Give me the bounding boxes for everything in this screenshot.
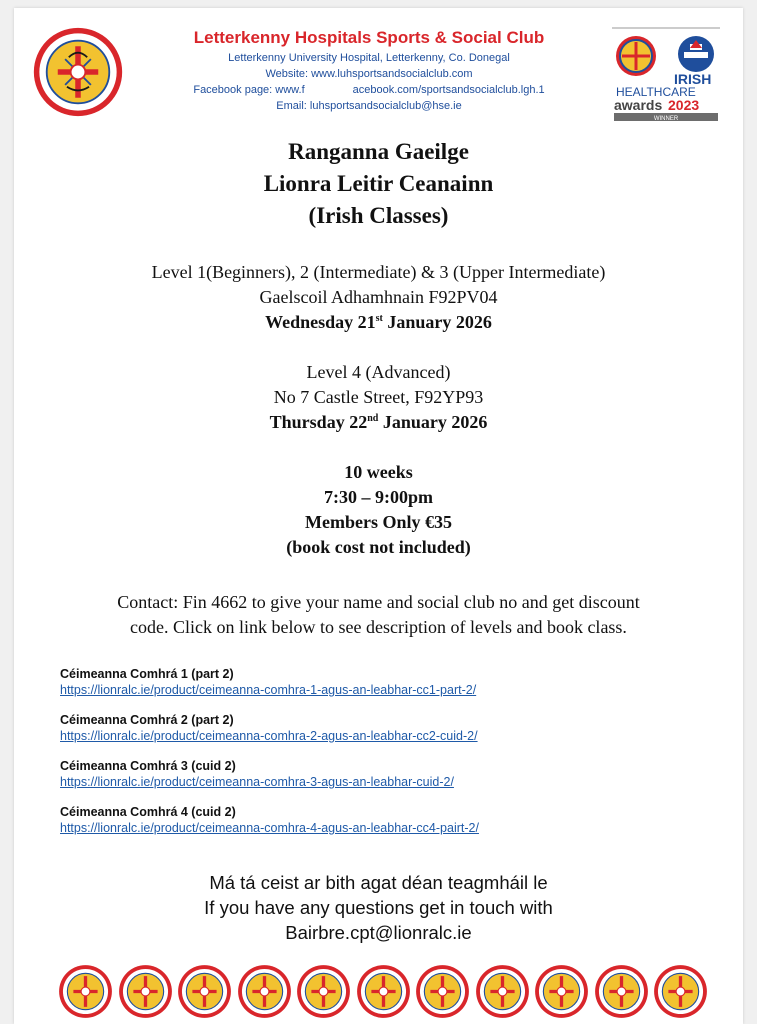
link-url[interactable]: https://lionralc.ie/product/ceimeanna-comhra-4-agus-an-leabhar-cc4-pairt-2/ [60,821,479,835]
club-logo-icon [356,964,411,1019]
closing-english: If you have any questions get in touch with [204,897,553,918]
club-logo-icon [594,964,649,1019]
club-header [134,26,604,114]
link-url[interactable]: https://lionralc.ie/product/ceimeanna-comhra-1-agus-an-leabhar-cc1-part-2/ [60,683,477,697]
event-title [14,136,743,232]
club-logo-icon [58,964,113,1019]
svg-text:HEALTHCARE: HEALTHCARE [616,85,696,99]
club-logo-icon [237,964,292,1019]
link-item [60,758,720,790]
footer-logo-strip [58,964,708,1020]
course-links [60,666,720,850]
link-item [60,712,720,744]
session-levels-1-3 [14,260,743,335]
link-title: Céimeanna Comhrá 2 (part 2) [60,713,234,727]
title-english: (Irish Classes) [308,203,449,228]
link-title: Céimeanna Comhrá 4 (cuid 2) [60,805,236,819]
session1-date: Wednesday 21st January 2026 [265,312,492,332]
club-website[interactable]: Website: www.luhsportsandsocialclub.com [265,68,473,80]
club-facebook[interactable] [134,82,604,98]
course-details [14,460,743,560]
contact-text [14,590,743,640]
club-logo-icon [475,964,530,1019]
svg-text:WINNER: WINNER [653,116,679,122]
session2-venue: No 7 Castle Street, F92YP93 [273,387,484,407]
session2-levels: Level 4 (Advanced) [306,362,451,382]
link-url[interactable]: https://lionralc.ie/product/ceimeanna-comhra-3-agus-an-leabhar-cuid-2/ [60,775,454,789]
contact-line-1: Contact: Fin 4662 to give your name and social club no and get discount [117,592,640,612]
contact-line-2: code. Click on link below to see description of levels and book class. [130,617,627,637]
link-item [60,804,720,836]
title-organisation: Lionra Leitir Ceanainn [263,171,494,196]
course-price: Members Only €35 [305,512,452,532]
club-email[interactable]: Email: luhsportsandsocialclub@hse.ie [276,100,462,112]
session1-levels: Level 1(Beginners), 2 (Intermediate) & 3 (Upper Intermediate) [151,262,606,282]
facebook-url-rest: acebook.com/sportsandsocialclub.lgh.1 [352,84,545,96]
link-title: Céimeanna Comhrá 1 (part 2) [60,667,234,681]
title-irish: Ranganna Gaeilge [288,139,469,164]
course-price-note: (book cost not included) [286,537,471,557]
course-time: 7:30 – 9:00pm [324,487,433,507]
svg-text:awards: awards [614,97,663,113]
club-logo-icon [653,964,708,1019]
closing-email[interactable]: Bairbre.cpt@lionralc.ie [285,922,472,943]
closing-irish: Má tá ceist ar bith agat déan teagmháil le [209,872,548,893]
svg-text:IRISH: IRISH [674,71,712,87]
session-level-4 [14,360,743,435]
club-logo-icon [415,964,470,1019]
session1-venue: Gaelscoil Adhamhnain F92PV04 [259,287,498,307]
course-duration: 10 weeks [344,462,413,482]
club-logo-icon [296,964,351,1019]
svg-text:2023: 2023 [668,97,700,113]
link-url[interactable]: https://lionralc.ie/product/ceimeanna-comhra-2-agus-an-leabhar-cc2-cuid-2/ [60,729,478,743]
club-logo-icon [118,964,173,1019]
club-title: Letterkenny Hospitals Sports & Social Club [193,28,545,47]
session2-date: Thursday 22nd January 2026 [269,412,488,432]
flyer-page [14,8,743,1024]
link-item [60,666,720,698]
facebook-label: Facebook page: www.f [193,84,305,96]
club-logo-icon [177,964,232,1019]
link-title: Céimeanna Comhrá 3 (cuid 2) [60,759,236,773]
club-address: Letterkenny University Hospital, Letterkenny, Co. Donegal [228,52,510,64]
club-logo-icon [534,964,589,1019]
closing-text [14,870,743,945]
healthcare-award-badge [610,26,722,122]
club-logo [32,26,124,118]
